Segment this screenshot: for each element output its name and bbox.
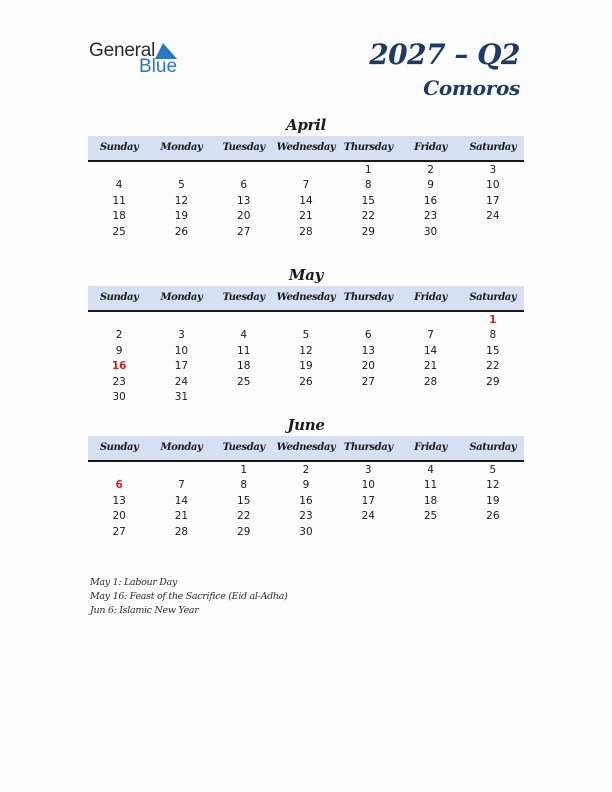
weeks: [88, 462, 524, 540]
weekday-label: Sunday: [99, 442, 139, 453]
day-cell: 20: [361, 360, 375, 373]
weekday-label: Friday: [414, 442, 447, 453]
day-cell: 18: [112, 210, 126, 223]
week-row: [88, 344, 524, 359]
day-cell: 17: [174, 360, 189, 373]
day-cell: 20: [237, 210, 251, 223]
weekday-label: Wednesday: [276, 142, 336, 153]
week-row: [88, 359, 524, 374]
week-row: [88, 178, 524, 193]
day-cell: 29: [237, 525, 251, 538]
day-cell: 10: [361, 479, 375, 492]
day-cell: 19: [486, 494, 500, 507]
day-cell: 14: [423, 344, 438, 357]
weekday-label: Monday: [160, 292, 203, 303]
day-cell: 13: [361, 344, 375, 357]
week-row: [88, 163, 524, 178]
day-cell: [88, 163, 150, 178]
day-cell: 10: [486, 179, 500, 192]
weekday-header: [88, 136, 524, 162]
weekday-label: Saturday: [469, 442, 517, 453]
month-name: April: [286, 116, 326, 134]
day-cell: 24: [486, 210, 500, 223]
week-row: [88, 194, 524, 209]
day-cell: 23: [423, 210, 438, 223]
weekday-label: Thursday: [343, 442, 393, 453]
holiday-note: Jun 6: Islamic New Year: [90, 605, 199, 616]
holiday-note: May 16: Feast of the Sacrifice (Eid al-Adha): [90, 591, 288, 602]
day-cell: 28: [174, 525, 189, 538]
day-cell: 3: [489, 164, 497, 176]
month-june: [88, 416, 524, 540]
day-cell: 1: [364, 164, 372, 176]
weekday-label: Saturday: [469, 292, 517, 303]
day-cell: 21: [174, 510, 189, 523]
day-cell: [462, 525, 524, 540]
day-cell: 11: [423, 479, 438, 492]
day-cell: 14: [174, 494, 189, 507]
country-name: Comoros: [423, 76, 520, 100]
day-cell: 17: [486, 194, 500, 207]
holiday-day-cell: 6: [115, 479, 123, 492]
day-cell: [150, 463, 212, 478]
day-cell: 18: [423, 494, 438, 507]
day-cell: 26: [486, 510, 500, 523]
day-cell: 7: [178, 479, 185, 492]
logo: [89, 40, 189, 76]
day-cell: 16: [423, 194, 438, 207]
day-cell: 13: [112, 494, 126, 507]
holiday-notes: [90, 576, 288, 618]
day-cell: 22: [237, 510, 251, 523]
day-cell: 30: [299, 525, 313, 538]
day-cell: 4: [115, 179, 123, 192]
holiday-day-cell: 16: [111, 360, 127, 373]
day-cell: [88, 313, 150, 328]
day-cell: 5: [178, 179, 185, 192]
day-cell: 8: [489, 329, 497, 342]
weekday-label: Sunday: [99, 142, 139, 153]
weekday-label: Friday: [414, 142, 447, 153]
day-cell: 8: [240, 479, 248, 492]
day-cell: 23: [112, 375, 126, 388]
week-row: [88, 209, 524, 224]
page-title: 2027 – Q2: [369, 38, 520, 71]
day-cell: 19: [299, 360, 313, 373]
day-cell: [275, 313, 337, 328]
day-cell: [275, 163, 337, 178]
day-cell: 27: [237, 225, 251, 238]
day-cell: 29: [361, 225, 375, 238]
day-cell: 4: [240, 329, 248, 342]
week-row: [88, 509, 524, 524]
weekday-header: [88, 286, 524, 312]
day-cell: 23: [299, 510, 313, 523]
day-cell: 25: [423, 510, 438, 523]
day-cell: 1: [240, 464, 248, 476]
day-cell: 7: [302, 179, 310, 192]
day-cell: 31: [174, 390, 189, 403]
day-cell: 8: [364, 179, 372, 192]
weekday-label: Saturday: [469, 142, 517, 153]
day-cell: 11: [237, 344, 251, 357]
day-cell: [337, 313, 399, 328]
day-cell: 26: [299, 375, 313, 388]
day-cell: 3: [178, 329, 185, 342]
day-cell: 9: [115, 344, 123, 357]
holiday-note: May 1: Labour Day: [90, 577, 178, 588]
day-cell: 12: [299, 344, 313, 357]
day-cell: 28: [423, 375, 438, 388]
day-cell: 12: [486, 479, 500, 492]
day-cell: [275, 390, 337, 405]
weekday-label: Monday: [160, 442, 203, 453]
day-cell: 17: [361, 494, 375, 507]
day-cell: 4: [427, 464, 434, 476]
day-cell: 15: [486, 344, 500, 357]
day-cell: 6: [240, 179, 248, 192]
day-cell: 29: [486, 375, 500, 388]
week-row: [88, 375, 524, 390]
weekday-label: Tuesday: [222, 442, 265, 453]
day-cell: 24: [174, 375, 189, 388]
day-cell: 16: [299, 494, 313, 507]
weekday-label: Wednesday: [276, 442, 336, 453]
day-cell: [337, 525, 399, 540]
day-cell: 30: [423, 225, 438, 238]
weekday-label: Monday: [160, 142, 203, 153]
day-cell: 9: [302, 479, 310, 492]
weeks: [88, 312, 524, 405]
day-cell: 15: [237, 494, 251, 507]
day-cell: 25: [237, 375, 251, 388]
day-cell: [399, 525, 461, 540]
week-row: [88, 390, 524, 405]
weekday-label: Friday: [414, 292, 447, 303]
day-cell: 24: [361, 510, 375, 523]
day-cell: 27: [112, 525, 126, 538]
day-cell: 21: [423, 360, 438, 373]
day-cell: 6: [364, 329, 372, 342]
day-cell: 22: [361, 210, 375, 223]
month-name: June: [287, 416, 325, 434]
day-cell: 18: [237, 360, 251, 373]
day-cell: 26: [174, 225, 189, 238]
holiday-day-cell: 1: [489, 314, 497, 326]
day-cell: 5: [489, 464, 497, 476]
day-cell: 14: [299, 194, 313, 207]
weeks: [88, 162, 524, 240]
day-cell: [213, 390, 275, 405]
week-row: [88, 463, 524, 478]
month-may: [88, 266, 524, 405]
weekday-label: Tuesday: [222, 292, 265, 303]
day-cell: 30: [112, 390, 126, 403]
week-row: [88, 494, 524, 509]
logo-text-blue: Blue: [139, 56, 178, 77]
month-april: [88, 116, 524, 240]
day-cell: 10: [174, 344, 189, 357]
day-cell: [213, 163, 275, 178]
week-row: [88, 313, 524, 328]
day-cell: [399, 313, 461, 328]
day-cell: 21: [299, 210, 313, 223]
day-cell: [150, 313, 212, 328]
day-cell: [88, 463, 150, 478]
weekday-header: [88, 436, 524, 462]
day-cell: 9: [427, 179, 434, 192]
day-cell: 25: [112, 225, 126, 238]
day-cell: 3: [364, 464, 372, 476]
day-cell: [150, 163, 212, 178]
week-row: [88, 478, 524, 493]
weekday-label: Thursday: [343, 292, 393, 303]
day-cell: 28: [299, 225, 313, 238]
day-cell: 5: [302, 329, 310, 342]
weekday-label: Tuesday: [222, 142, 265, 153]
day-cell: 2: [115, 329, 123, 342]
weekday-label: Wednesday: [276, 292, 336, 303]
day-cell: 19: [174, 210, 189, 223]
day-cell: [213, 313, 275, 328]
month-name: May: [288, 266, 324, 284]
weekday-label: Sunday: [99, 292, 139, 303]
day-cell: 12: [174, 194, 189, 207]
week-row: [88, 525, 524, 540]
day-cell: 2: [302, 464, 310, 476]
day-cell: 20: [112, 510, 126, 523]
day-cell: 2: [427, 164, 434, 176]
day-cell: 22: [486, 360, 500, 373]
week-row: [88, 225, 524, 240]
week-row: [88, 328, 524, 343]
logo-text-general: General: [89, 40, 156, 61]
weekday-label: Thursday: [343, 142, 393, 153]
day-cell: 27: [361, 375, 375, 388]
day-cell: 13: [237, 194, 251, 207]
day-cell: [462, 225, 524, 240]
day-cell: [399, 390, 461, 405]
day-cell: 7: [427, 329, 434, 342]
day-cell: [337, 390, 399, 405]
day-cell: 15: [361, 194, 375, 207]
day-cell: [462, 390, 524, 405]
day-cell: 11: [112, 194, 126, 207]
